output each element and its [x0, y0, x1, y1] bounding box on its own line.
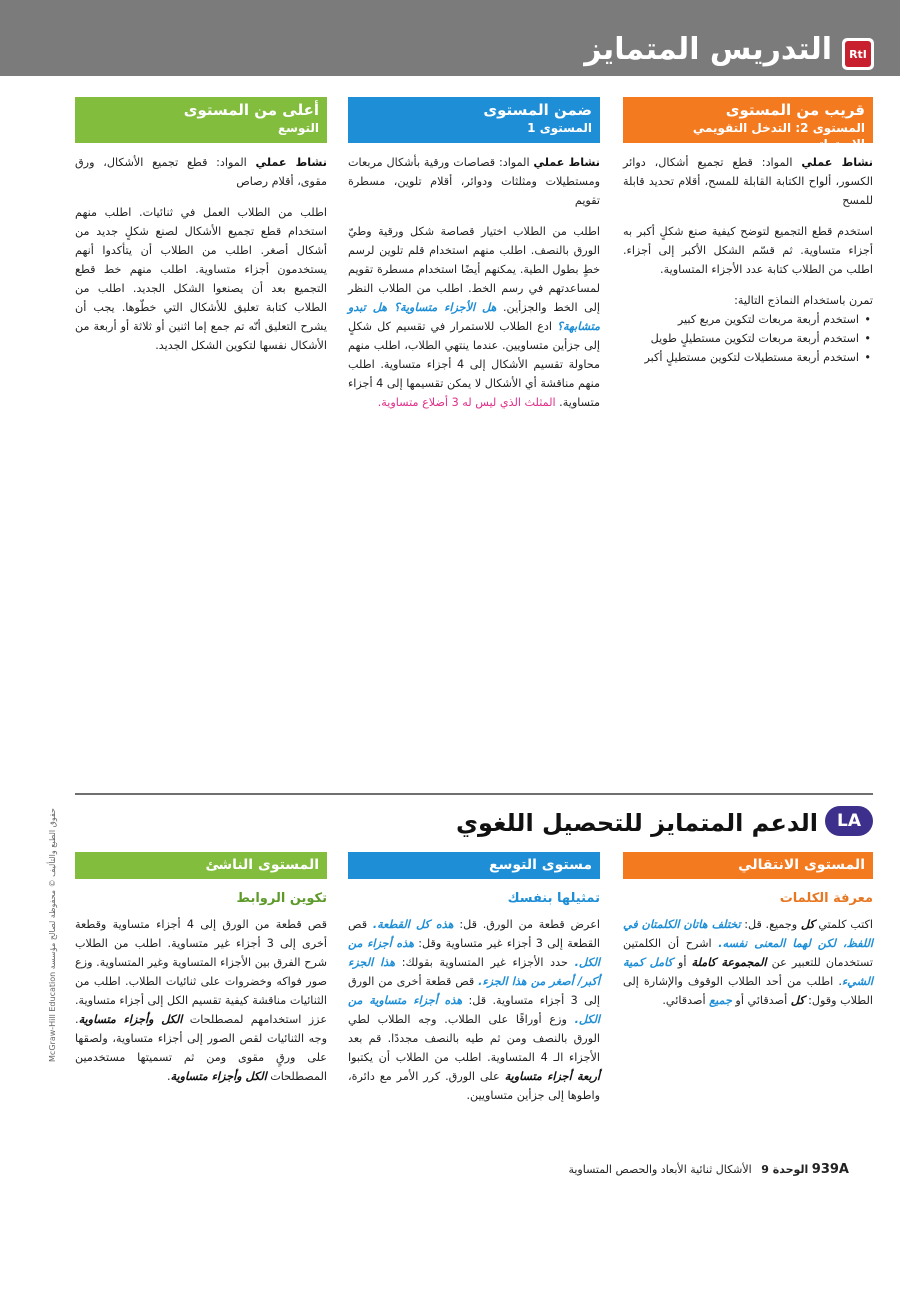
la-column-bridging: [75, 852, 327, 1098]
page-header-bar: [0, 0, 900, 76]
text: أو: [672, 956, 692, 969]
paragraph: استخدم قطع التجميع لتوضح كيفية صنع شكلٍ أكبر به أجزاء متساوية. ثم قسّم الشكل الأكبر إلى أجزاء. اطلب من الطلاب كتابة عدد الأجزاء المتساوية.: [623, 225, 873, 276]
text: أصدقائي.: [662, 994, 710, 1007]
emphasis: الكل وأجزاء متساوية: [78, 1013, 183, 1026]
column-title: قريب من المستوى: [725, 101, 865, 119]
la-column-emerging: [623, 852, 873, 1022]
column-subtitle: المستوى 1: [527, 121, 592, 135]
column-header: [623, 97, 873, 151]
rti-column-approaching: [623, 97, 873, 367]
page-title: التدريس المتمايز: [584, 32, 832, 67]
materials-text: المواد: قطع تجميع الأشكال، ورق مقوى، أقلام رصاص: [75, 156, 327, 188]
column-subhead: تكوين الروابط: [236, 891, 327, 906]
column-title: ضمن المستوى: [483, 101, 592, 119]
quote-text: هذه أجزاء متساوية من الكل.: [348, 994, 600, 1026]
text: قص قطعة من الورق إلى 4 أجزاء متساوية وقطعة أخرى إلى 3 أجزاء غير متساوية. اطلب من الطلاب شرح الفرق بين الأجزاء المتساوية وغير المتساوية. وزع صور فواكه وخضروات على ثنائيات الطلاب. اطلب من الثنائيات مناقشة كيفية تقسيم الكل إلى أجزاء متساوية. عزز استخدامهم لمصطلحات: [75, 918, 327, 1026]
text: وزع أوراقًا على الطلاب. وجه الطلاب لطي الورق بالنصف ومن ثم طيه بالنصف مجددًا. قم بعد الأجزاء الـ 4 المتساوية. اطلب من الطلاب أن يكتبوا: [348, 1013, 600, 1064]
column-title: مستوى التوسع: [348, 852, 600, 879]
activity-label: نشاط عملي: [533, 156, 601, 169]
activity-label: نشاط عملي: [801, 156, 873, 169]
column-body: [75, 915, 327, 1086]
materials-text: المواد: قطع تجميع أشكال، دوائر الكسور، ألواح الكتابة القابلة للمسح، أقلام تحديد قابلة للمسح: [623, 156, 873, 207]
column-title: أعلى من المستوى: [183, 101, 319, 119]
copyright-text: حقوق الطبع والتأليف © محفوظة لصالح مؤسسة McGraw-Hill Education: [48, 808, 57, 1062]
quote-text: تختلف هاتان الكلمتان في اللفظ، لكن لهما المعنى نفسه.: [623, 918, 873, 950]
page-number: 939A: [811, 1162, 849, 1177]
column-header: [75, 97, 327, 143]
section-title: الدعم المتمايز للتحصيل اللغوي: [456, 809, 818, 837]
page-footer: [568, 1160, 873, 1180]
page-bottom-margin: [0, 1205, 900, 1300]
la-column-expanding: [348, 852, 600, 1117]
column-title: المستوى الناشئ: [75, 852, 327, 879]
rti-column-beyond: [75, 97, 327, 367]
emphasis: كل: [790, 994, 805, 1007]
rti-badge: [842, 38, 874, 70]
column-header: [348, 97, 600, 143]
unit-label: الوحدة 9: [761, 1163, 809, 1176]
answer-text: المثلث الذي ليس له 3 أضلاع متساوية.: [377, 396, 556, 409]
list-item: • استخدم أربعة مربعات لتكوين مربع كبير: [623, 310, 873, 329]
rti-badge-label: RtI: [845, 41, 871, 67]
list-item: • استخدم أربعة مستطيلات لتكوين مستطيلٍ أكبر: [623, 348, 873, 367]
text: .: [166, 1070, 171, 1083]
column-subhead: معرفة الكلمات: [779, 891, 873, 906]
text: وجميع. قل:: [740, 918, 801, 931]
rti-column-on-level: [348, 97, 600, 424]
text: . اطلب من أحد الطلاب الوقوف والإشارة إلى الطلاب وقول:: [623, 975, 873, 1007]
paragraph: اطلب من الطلاب العمل في ثنائيات. اطلب منهم استخدام قطع تجميع الأشكال لصنع شكلٍ جديد من أشكال أصغر. اطلب من الطلاب أن يتأكدوا أنهم يستخدمون أجزاء متساوية. اطلب منهم خط قطع التجميع بعد أن يصنعوا الشكل الجديد. اطلب من الطلاب كتابة تعليق للأشكال التي خطّوها. يجب أن يشرح التعليق أنّه تم جمع إما اثنين أو ثلاثة أو أربعة من الأشكال نفسها لتكوين الشكل الجديد.: [75, 206, 327, 352]
chapter-title: الأشكال ثنائية الأبعاد والحصص المتساوية: [568, 1163, 752, 1176]
column-body: [348, 153, 600, 412]
text: قص القطعة إلى 3 أجزاء غير متساوية وقل:: [348, 918, 601, 950]
question-text: هل الأجزاء متساوية؟ هل تبدو متشابهة؟: [348, 301, 600, 333]
text: قص قطعة أخرى من الورق إلى 3 أجزاء متساوية. قل:: [348, 975, 600, 1007]
list-intro: تمرن باستخدام النماذج التالية:: [734, 294, 873, 307]
la-badge: LA: [825, 806, 873, 836]
quote-text: كامل كمية الشيء: [623, 956, 873, 988]
column-subtitle: المستوى 2: التدخل التقويمي الإستراتيجي: [692, 121, 865, 151]
paragraph: [348, 222, 600, 412]
list-item: • استخدم أربعة مربعات لتكوين مستطيلٍ طويل: [623, 329, 873, 348]
text: أصدقائي أو: [731, 994, 791, 1007]
emphasis: المجموعة كاملة: [691, 956, 767, 969]
quote-text: جميع: [709, 994, 732, 1007]
column-body: [75, 153, 327, 355]
column-subtitle: التوسع: [277, 121, 319, 135]
emphasis: كل: [800, 918, 815, 931]
column-title: المستوى الانتقالي: [623, 852, 873, 879]
column-body: [623, 915, 873, 1010]
column-body: [348, 915, 600, 1105]
text: . وجه الثنائيات لقص الصور إلى أجزاء متساوية، ولصقها على ورقٍ مقوى ومن ثم تسميتها مستخدمين المصطلحات: [75, 1013, 327, 1083]
text: على الورق. كرر الأمر مع دائرة، واطوها إلى جزأين متساويين.: [348, 1070, 600, 1102]
bullet-list: [623, 310, 873, 367]
quote-text: هذه أجزاء من الكل.: [348, 937, 601, 969]
emphasis: أربعة أجزاء متساوية: [504, 1070, 600, 1083]
paragraph-text: اطلب من الطلاب اختيار قصاصة شكل ورقية وطيّ الورق بالنصف. اطلب منهم استخدام قلم تلوين لرسم خطٍ بطول الطية. يمكنهم أيضًا استخدام مسطرة تقويم لمساعدتهم في رسم الخط. اطلب من الطلاب النظر إلى الخط والجزأين.: [348, 225, 600, 314]
text: حدد الأجزاء غير المتساوية بقولك:: [395, 956, 575, 969]
text: اعرض قطعة من الورق. قل:: [453, 918, 600, 931]
materials-text: المواد: قصاصات ورقية بأشكال مربعات ومستطيلات ومثلثات ودوائر، أقلام تلوين، مسطرة تقويم: [348, 156, 600, 207]
column-body: [623, 153, 873, 367]
paragraph-text: ادع الطلاب للاستمرار في تقسيم كل شكلٍ إلى جزأين متساويين. عندما ينتهي الطلاب، اطلب منهم محاولة تقسيم الأشكال إلى 4 أجزاء متساوية. اطلب منهم مناقشة أي الأشكال لا يمكن تقسيمها إلى 4 أجزاء متساوية.: [348, 320, 601, 409]
activity-label: نشاط عملي: [255, 156, 327, 169]
emphasis: الكل وأجزاء متساوية: [170, 1070, 267, 1083]
section-divider: [75, 793, 873, 795]
text: اشرح أن الكلمتين تستخدمان للتعبير عن: [623, 937, 874, 969]
column-subhead: تمثيلها بنفسك: [507, 891, 600, 906]
quote-text: هذه كل القطعة.: [372, 918, 454, 931]
text: اكتب كلمتي: [814, 918, 873, 931]
quote-text: هذا الجزء أكبر/ أصغر من هذا الجزء.: [348, 956, 600, 988]
